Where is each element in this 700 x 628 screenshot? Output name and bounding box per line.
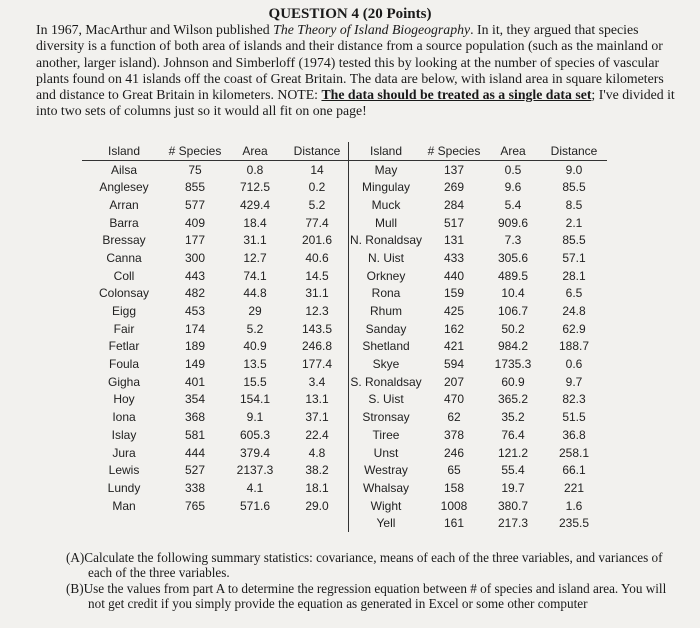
cell-species: 338	[184, 480, 206, 495]
cell-area: 379.4	[239, 445, 271, 460]
cell-area: 909.6	[497, 215, 529, 230]
cell-distance: 13.1	[286, 391, 349, 409]
cell-distance: 221	[563, 480, 585, 495]
cell-area: 18.4	[243, 215, 267, 230]
cell-island: Rona	[371, 286, 401, 301]
cell-area: 10.4	[501, 286, 525, 301]
cell-area: 984.2	[497, 339, 529, 354]
table-row	[82, 249, 607, 267]
cell-island: Ailsa	[110, 162, 137, 177]
cell-species: 577	[184, 197, 206, 212]
header-area: Area	[224, 142, 286, 160]
cell-island: Skye	[372, 357, 400, 372]
cell-island: Fair	[113, 321, 135, 336]
cell-island: Muck	[371, 197, 401, 212]
cell-island: Foula	[108, 357, 140, 372]
cell-area: 380.7	[497, 498, 529, 513]
cell-area: 19.7	[501, 480, 525, 495]
cell-area: 40.9	[243, 339, 267, 354]
table-row	[82, 285, 607, 303]
cell-island: Jura	[112, 445, 136, 460]
cell-area: 4.1	[246, 480, 264, 495]
cell-distance: 6.5	[565, 286, 583, 301]
cell-distance: 31.1	[286, 285, 349, 303]
cell-island: Shetland	[362, 339, 410, 354]
table-row	[82, 338, 607, 356]
table-row	[82, 391, 607, 409]
cell-distance: 82.3	[562, 392, 586, 407]
cell-area: 29	[248, 304, 262, 319]
cell-distance: 28.1	[562, 268, 586, 283]
cell-island: Sanday	[365, 321, 407, 336]
cell-island: Barra	[109, 215, 139, 230]
table-row	[82, 302, 607, 320]
table-row	[82, 160, 607, 178]
island-data-table	[82, 142, 607, 532]
header-species: # Species	[166, 142, 224, 160]
cell-distance: 14	[286, 160, 349, 178]
cell-area: 35.2	[501, 410, 525, 425]
cell-area: 489.5	[497, 268, 529, 283]
cell-island: May	[374, 162, 398, 177]
cell-area: 13.5	[243, 357, 267, 372]
cell-area: 121.2	[497, 445, 529, 460]
cell-island: Man	[112, 498, 136, 513]
cell-distance: 5.2	[286, 196, 349, 214]
cell-distance: 37.1	[286, 408, 349, 426]
cell-species: 269	[443, 180, 465, 195]
cell-area: 12.7	[243, 250, 267, 265]
cell-distance: 4.8	[286, 444, 349, 462]
header-island: Island	[349, 142, 424, 160]
cell-area: 15.5	[243, 374, 267, 389]
cell-area: 7.3	[504, 233, 522, 248]
cell-area: 5.4	[504, 197, 522, 212]
cell-distance: 40.6	[286, 249, 349, 267]
cell-area: 44.8	[243, 286, 267, 301]
cell-species: 517	[443, 215, 465, 230]
cell-island: Canna	[106, 250, 142, 265]
intro-text-3: ; I've divided it into two sets of columns just so it would all fit on one page!	[36, 87, 675, 119]
cell-species: 65	[447, 463, 461, 478]
header-distance: Distance	[286, 142, 349, 160]
cell-island: Stronsay	[362, 410, 410, 425]
table-row	[82, 196, 607, 214]
cell-island: Lundy	[107, 480, 141, 495]
cell-species: 354	[184, 392, 206, 407]
table-row	[82, 214, 607, 232]
cell-island: S. Ronaldsay	[350, 374, 422, 389]
cell-species: 159	[443, 286, 465, 301]
cell-area: 106.7	[497, 304, 529, 319]
question-title: QUESTION 4 (20 Points)	[268, 6, 432, 22]
cell-species: 189	[184, 339, 206, 354]
cell-distance: 258.1	[558, 445, 590, 460]
cell-area: 74.1	[243, 268, 267, 283]
cell-distance: 188.7	[558, 339, 590, 354]
cell-species: 177	[184, 233, 206, 248]
book-title: The Theory of Island Biogeography	[273, 22, 471, 37]
cell-species: 421	[443, 339, 465, 354]
cell-island: Anglesey	[99, 180, 149, 195]
cell-distance: 24.8	[562, 304, 586, 319]
cell-species: 482	[184, 286, 206, 301]
cell-island: S. Uist	[368, 392, 404, 407]
cell-area: 0.5	[504, 162, 522, 177]
cell-species: 425	[443, 304, 465, 319]
cell-distance: 0.6	[565, 357, 583, 372]
cell-area: 5.2	[246, 321, 264, 336]
cell-island: Tiree	[372, 427, 400, 442]
cell-distance: 85.5	[562, 180, 586, 195]
cell-species: 158	[443, 480, 465, 495]
table-row	[82, 267, 607, 285]
cell-area: 712.5	[239, 180, 271, 195]
cell-island: Wight	[370, 498, 402, 513]
cell-island: Eigg	[111, 304, 137, 319]
cell-distance	[286, 514, 349, 532]
table-row	[82, 461, 607, 479]
cell-island: Westray	[364, 463, 408, 478]
cell-distance: 1.6	[565, 498, 583, 513]
cell-distance: 22.4	[286, 426, 349, 444]
cell-species: 162	[443, 321, 465, 336]
header-island: Island	[82, 142, 166, 160]
cell-island: Gigha	[107, 374, 141, 389]
cell-area: 9.1	[246, 410, 264, 425]
header-species: # Species	[423, 142, 485, 160]
cell-distance: 143.5	[286, 320, 349, 338]
table-row	[82, 178, 607, 196]
cell-distance: 66.1	[562, 463, 586, 478]
cell-area: 2137.3	[236, 463, 274, 478]
cell-island: Rhum	[369, 304, 402, 319]
cell-distance: 77.4	[286, 214, 349, 232]
cell-island: Hoy	[113, 392, 135, 407]
cell-species: 401	[184, 374, 206, 389]
cell-area: 605.3	[239, 427, 271, 442]
cell-species: 594	[443, 357, 465, 372]
cell-area: 0.8	[246, 162, 264, 177]
cell-species: 443	[184, 268, 206, 283]
cell-island: Mingulay	[361, 180, 411, 195]
table-row	[82, 444, 607, 462]
cell-species: 368	[184, 410, 206, 425]
cell-island: Orkney	[366, 268, 406, 283]
cell-area: 31.1	[243, 233, 267, 248]
cell-species: 75	[188, 162, 202, 177]
intro-emphasis: The data should be treated as a single data set	[321, 87, 592, 103]
cell-island: Bressay	[102, 233, 146, 248]
cell-distance: 2.1	[565, 215, 583, 230]
cell-distance: 57.1	[562, 250, 586, 265]
cell-distance: 85.5	[562, 233, 586, 248]
cell-area: 76.4	[501, 427, 525, 442]
cell-species: 453	[184, 304, 206, 319]
cell-species: 855	[184, 180, 206, 195]
cell-distance: 177.4	[286, 355, 349, 373]
table-header-row	[82, 142, 607, 160]
cell-distance: 18.1	[286, 479, 349, 497]
intro-text-1: In 1967, MacArthur and Wilson published	[36, 22, 274, 37]
cell-species: 62	[447, 410, 461, 425]
cell-distance: 201.6	[286, 231, 349, 249]
cell-species: 137	[443, 162, 465, 177]
cell-island	[82, 514, 166, 532]
cell-distance: 62.9	[562, 321, 586, 336]
header-distance: Distance	[541, 142, 607, 160]
intro-paragraph	[36, 22, 676, 120]
cell-species: 1008	[440, 498, 468, 513]
cell-island: Arran	[109, 197, 139, 212]
cell-distance: 12.3	[286, 302, 349, 320]
intro-text-2: . In it, they argued that species diversity is a function of both area of islands and their distance from a source population (such as the mainland or another, larger island). Johnson and Simberloff (1974) tested this by looking at the number of species of vascular plants found on 41 islands off the coast of Great Britain. The data are below, with island area in square kilometers and distance to Great Britain in kilometers. NOTE:	[36, 22, 664, 103]
cell-distance: 0.2	[286, 178, 349, 196]
table-row	[82, 231, 607, 249]
cell-distance: 51.5	[562, 410, 586, 425]
table-row	[82, 320, 607, 338]
cell-area: 305.6	[497, 250, 529, 265]
cell-island: Mull	[374, 215, 397, 230]
table-row	[82, 479, 607, 497]
cell-island: Whalsay	[362, 480, 409, 495]
table-row	[82, 497, 607, 515]
table-row	[82, 514, 607, 532]
cell-species: 440	[443, 268, 465, 283]
cell-area: 50.2	[501, 321, 525, 336]
cell-island: N. Uist	[368, 250, 404, 265]
cell-species: 433	[443, 250, 465, 265]
cell-species	[166, 514, 224, 532]
cell-species: 149	[184, 357, 206, 372]
cell-species: 444	[184, 445, 206, 460]
question-a: (A)Calculate the following summary statistics: covariance, means of each of the three variables, and variances of each of the three variables.	[66, 550, 663, 580]
cell-distance: 246.8	[286, 338, 349, 356]
cell-distance: 14.5	[286, 267, 349, 285]
table-row	[82, 373, 607, 391]
cell-distance: 36.8	[562, 427, 586, 442]
cell-distance: 29.0	[286, 497, 349, 515]
cell-species: 207	[443, 374, 465, 389]
table-row	[82, 355, 607, 373]
cell-species: 161	[443, 516, 465, 531]
cell-area	[224, 514, 286, 532]
question-b: (B)Use the values from part A to determine the regression equation between # of species and island area. You will not get credit if you simply provide the equation as generated in Excel or some other computer	[66, 581, 667, 611]
cell-area: 571.6	[239, 498, 271, 513]
cell-distance: 9.7	[565, 374, 583, 389]
cell-species: 409	[184, 215, 206, 230]
cell-species: 765	[184, 498, 206, 513]
table-row	[82, 426, 607, 444]
cell-island: Iona	[112, 410, 136, 425]
cell-area: 154.1	[239, 392, 271, 407]
cell-island: Fetlar	[108, 339, 140, 354]
cell-island: Unst	[373, 445, 399, 460]
cell-species: 246	[443, 445, 465, 460]
cell-island: Lewis	[108, 463, 140, 478]
cell-island: Islay	[111, 427, 137, 442]
cell-species: 581	[184, 427, 206, 442]
cell-distance: 38.2	[286, 461, 349, 479]
table-row	[82, 408, 607, 426]
cell-distance: 9.0	[565, 162, 583, 177]
cell-area: 60.9	[501, 374, 525, 389]
cell-area: 9.6	[504, 180, 522, 195]
cell-island: Coll	[113, 268, 135, 283]
header-area: Area	[485, 142, 541, 160]
cell-island: Colonsay	[98, 286, 150, 301]
cell-area: 365.2	[497, 392, 529, 407]
cell-species: 174	[184, 321, 206, 336]
questions-list	[66, 551, 686, 613]
cell-island: N. Ronaldsay	[349, 233, 423, 248]
cell-island: Yell	[376, 516, 396, 531]
cell-species: 527	[184, 463, 206, 478]
cell-species: 378	[443, 427, 465, 442]
cell-distance: 3.4	[286, 373, 349, 391]
cell-distance: 235.5	[558, 516, 590, 531]
cell-species: 470	[443, 392, 465, 407]
cell-area: 429.4	[239, 197, 271, 212]
cell-area: 217.3	[497, 516, 529, 531]
cell-species: 300	[184, 250, 206, 265]
cell-area: 55.4	[501, 463, 525, 478]
cell-species: 284	[443, 197, 465, 212]
cell-area: 1735.3	[494, 357, 532, 372]
cell-species: 131	[443, 233, 465, 248]
cell-distance: 8.5	[565, 197, 583, 212]
